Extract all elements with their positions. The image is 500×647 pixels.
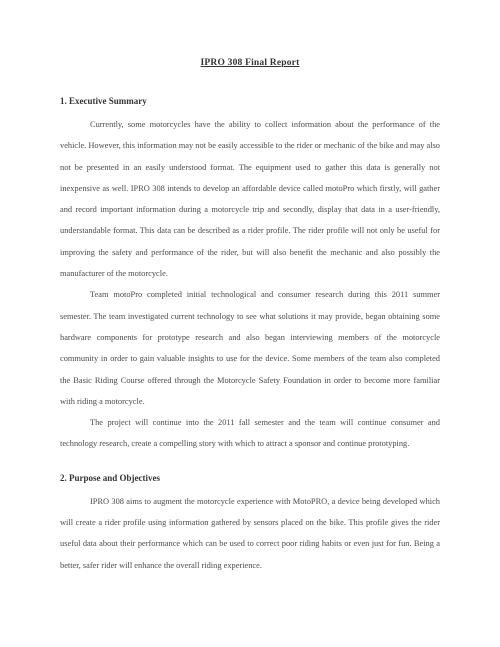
document-title: IPRO 308 Final Report	[200, 58, 300, 68]
section-heading: 1. Executive Summary	[60, 96, 147, 106]
section-purpose-objectives	[60, 473, 440, 576]
paragraph: Currently, some motorcycles have the ability to collect information about the performance of the vehicle. However, this information may not be easily accessible to the rider or mechanic of the bike and may also not be presented in an easily understood format. The equipment used to gather this data is generally not inexpensive as well. IPRO 308 intends to develop an affordable device called motoPro which firstly, will gather and record important information during a motorcycle trip and secondly, display that data in a user-friendly, understandable format. This data can be described as a rider profile. The rider profile will not only be useful for improving the safety and performance of the rider, but will also benefit the mechanic and also possibly the manufacturer of the motorcycle.	[60, 120, 440, 279]
paragraph: IPRO 308 aims to augment the motorcycle experience with MotoPRO, a device being developed which will create a rider profile using information gathered by sensors placed on the bike. This profile gives the rider useful data about their performance which can be used to correct poor riding habits or even just for fun. Being a better, safer rider will enhance the overall riding experience.	[60, 496, 440, 570]
paragraph: Team motoPro completed initial technological and consumer research during this 2011 summer semester. The team investigated current technology to see what solutions it may provide, began obtaining some hardware components for prototype research and also began interviewing members of the motorcycle community in order to gain valuable insights to use for the device. Some members of the team also completed the Basic Riding Course offered through the Motorcycle Safety Foundation in order to become more familiar with riding a motorcycle.	[60, 290, 440, 406]
paragraph: The project will continue into the 2011 fall semester and the team will continue consumer and technology research, create a compelling story with which to attract a sponsor and continue prototyping.	[60, 418, 440, 449]
section-heading: 2. Purpose and Objectives	[60, 472, 160, 483]
section-executive-summary	[60, 96, 440, 455]
